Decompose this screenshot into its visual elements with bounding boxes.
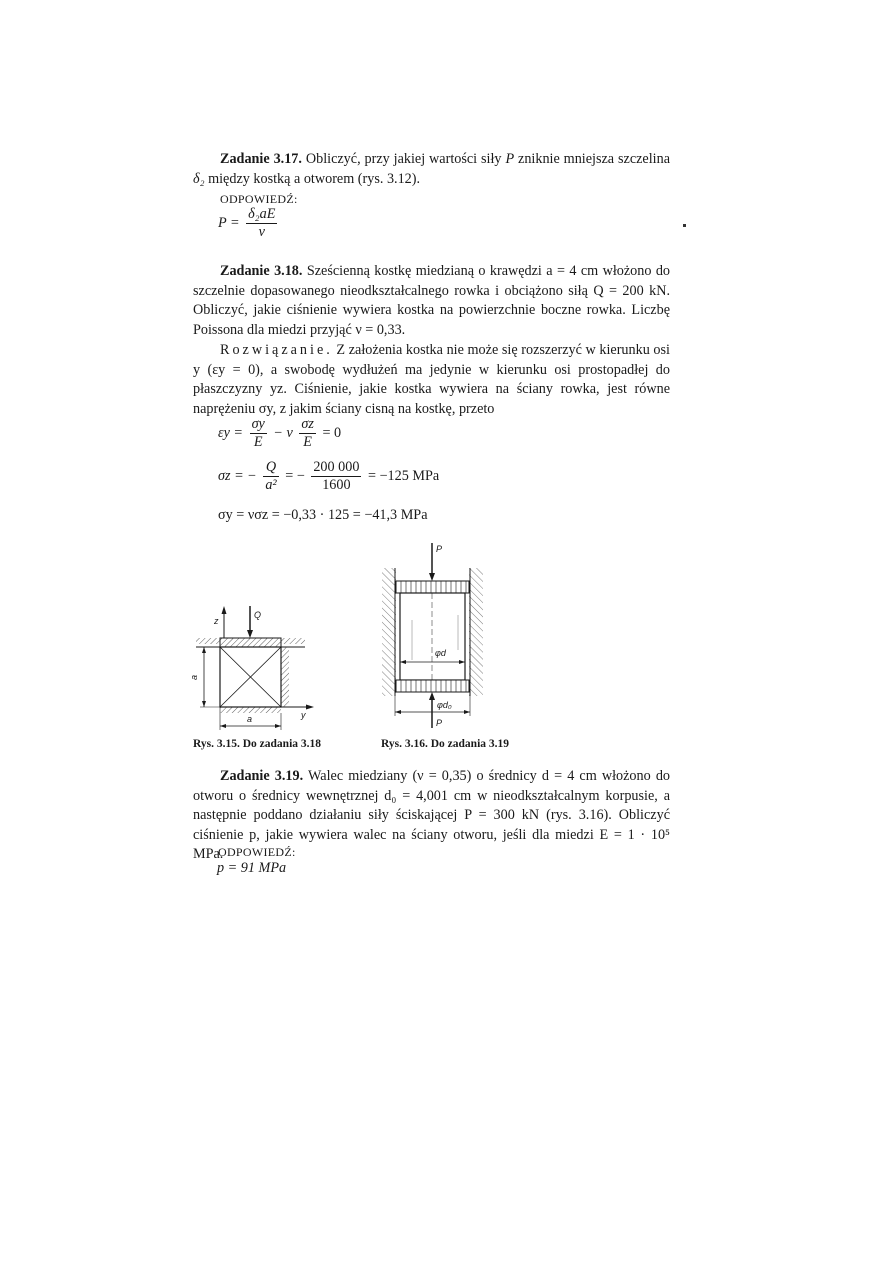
label-z: z xyxy=(214,616,219,626)
ground-left xyxy=(196,638,220,644)
label-d: φd xyxy=(435,648,446,658)
caption-fig-3-16: Rys. 3.16. Do zadania 3.19 xyxy=(381,738,510,750)
equation-epsilon-y: εy = $\frac{\sigma y}{E}$ − ν $\frac{\sigma z}{E}$ = 0 xyxy=(218,416,342,450)
equation-sigma-z: σz = − $\frac{Q}{\text{a²}}$ = − $\frac{200 000}{1600}$ = −125 MPa xyxy=(218,459,440,493)
label-Q: Q xyxy=(254,610,262,620)
label-P-top: P xyxy=(436,544,443,554)
caption-fig-3-15: Rys. 3.15. Do zadania 3.18 xyxy=(193,738,322,750)
pressure-plate xyxy=(220,638,281,647)
groove-bottom xyxy=(220,707,281,713)
equation-3-17: P = $\frac{\text{δ₂aE}}{\nu}$ xyxy=(218,206,276,240)
solution-3-18-text: Rozwiązanie. Z założenia kostka nie może się rozszerzyć w kierunku osi y (εy = 0), a swobodę wydłużeń ma jedynie w kierunku osi prostopadłej do płaszczyzny yz. Ciśnienie, jakie kostka wywiera na ściany rowka, jest równe naprężeniu σy, z jakim ściany cisną na kostkę, przeto xyxy=(193,342,670,417)
groove-wall-right xyxy=(281,647,289,707)
label-a-side: a xyxy=(189,674,199,680)
problem-3-18-text: Zadanie 3.18. Sześcienną kostkę miedzianą o krawędzi a = 4 cm włożono do szczelnie dopasowanego nieodkształcalnego rowka i obciążono siłą Q = 200 kN. Obliczyć, jakie ciśnienie wywiera kostka na powierzchnie boczne rowka. Liczbę Poissona dla miedzi przyjąć ν = 0,33. xyxy=(193,263,671,338)
ground-right xyxy=(281,638,305,644)
label-P-bottom: P xyxy=(436,718,443,728)
problem-3-17-title: Zadanie 3.17. xyxy=(220,151,302,167)
label-a-bottom: a xyxy=(247,714,253,724)
problem-3-17-text: Zadanie 3.17. Obliczyć, przy jakiej wartości siły P zniknie mniejsza szczelina δ₂ między kostką a otworem (rys. 3.12). xyxy=(193,151,670,187)
problem-3-19-title: Zadanie 3.19. xyxy=(220,768,304,784)
label-y: y xyxy=(301,710,306,720)
answer-3-19: p = 91 MPa xyxy=(217,860,287,876)
label-d0: φd₀ xyxy=(437,700,452,710)
answer-label-3-19: ODPOWIEDŹ: xyxy=(218,845,296,859)
problem-3-19-text: Zadanie 3.19. Walec miedziany (ν = 0,35) o średnicy d = 4 cm włożono do otworu o średnicy wewnętrznej d₀ = 4,001 cm w nieodkształcalnym korpusie, a następnie poddano działaniu siły ściskającej P = 300 kN (rys. 3.16). Obliczyć ciśnienie p, jakie wywiera walec na ściany otworu, jeśli dla miedzi E = 1 · 10⁵ MPa. xyxy=(193,768,671,862)
answer-label-3-17: ODPOWIEDŹ: xyxy=(220,192,298,206)
problem-3-18-title: Zadanie 3.18. xyxy=(220,263,303,279)
equation-sigma-y: σy = νσz = −0,33 · 125 = −41,3 MPa xyxy=(218,507,428,523)
